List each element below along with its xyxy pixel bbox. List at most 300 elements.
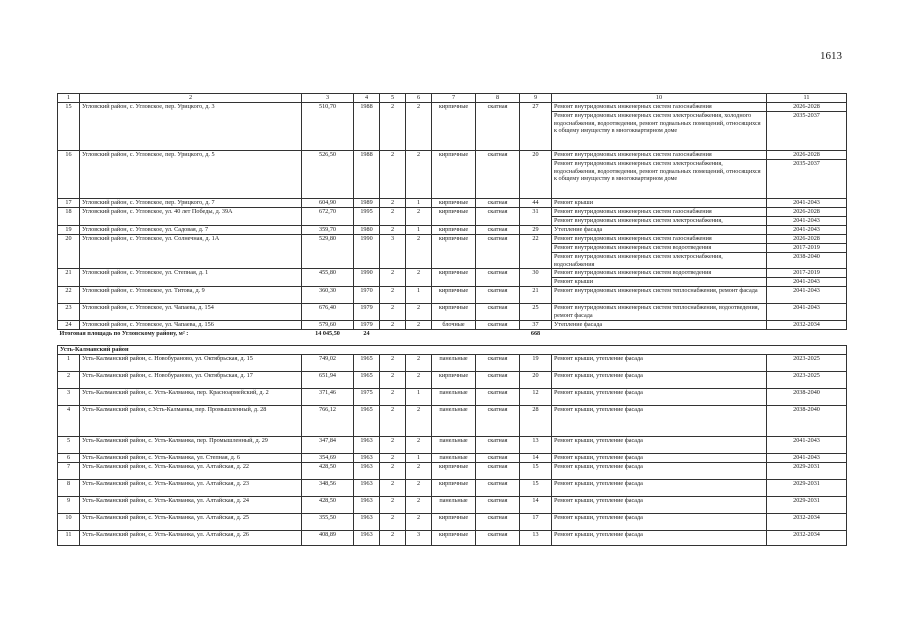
address: Усть-Калманский район, с. Новобурановo, ул. Октябрьская, д. 15 <box>80 355 302 372</box>
floors: 2 <box>380 208 406 226</box>
entrances: 1 <box>406 454 432 463</box>
floors: 2 <box>380 454 406 463</box>
roof-type: скатная <box>476 355 520 372</box>
repair-period: 2029-2031 <box>767 463 847 480</box>
repair-period <box>767 199 847 208</box>
repair-period-line: 2017-2019 <box>767 243 846 252</box>
year-built: 1965 <box>354 372 380 389</box>
flats-count: 29 <box>520 226 552 235</box>
entrances: 1 <box>406 226 432 235</box>
year-built: 1963 <box>354 463 380 480</box>
row-number: 16 <box>58 151 80 199</box>
address: Угловский район, с. Угловское, пер. Урицкого, д. 7 <box>80 199 302 208</box>
address: Усть-Калманский район, с. Усть-Калманка, ул. Алтайская, д. 26 <box>80 531 302 546</box>
entrances: 1 <box>406 389 432 406</box>
repair-work <box>552 103 767 151</box>
row-number: 8 <box>58 480 80 497</box>
entrances: 2 <box>406 480 432 497</box>
address: Усть-Калманский район, с. Усть-Калманка, ул. Алтайская, д. 24 <box>80 497 302 514</box>
address: Усть-Калманский район, с. Усть-Калманка, ул. Алтайская, д. 25 <box>80 514 302 531</box>
repair-period-line: 2041-2043 <box>793 199 820 206</box>
floors: 2 <box>380 269 406 287</box>
area: 526,50 <box>302 151 354 199</box>
row-number: 1 <box>58 355 80 372</box>
table-row <box>58 226 847 235</box>
area: 359,70 <box>302 226 354 235</box>
flats-count: 15 <box>520 463 552 480</box>
repair-work <box>552 321 767 330</box>
flats-count: 21 <box>520 287 552 304</box>
repair-work-line: Ремонт внутридомовых инженерных систем газоснабжения <box>554 151 712 158</box>
total-area: 14 045,50 <box>302 330 354 346</box>
column-number: 3 <box>302 94 354 103</box>
repair-period-line: 2017-2019 <box>793 269 820 276</box>
flats-count: 25 <box>520 304 552 321</box>
roof-type: скатная <box>476 463 520 480</box>
repair-work: Ремонт крыши, утепление фасада <box>552 389 767 406</box>
floors: 2 <box>380 287 406 304</box>
area: 510,70 <box>302 103 354 151</box>
repair-period-line: 2041-2043 <box>793 287 820 294</box>
repair-period: 2023-2025 <box>767 372 847 389</box>
repair-period: 2029-2031 <box>767 497 847 514</box>
repair-period <box>767 321 847 330</box>
roof-type: скатная <box>476 372 520 389</box>
roof-type: скатная <box>476 454 520 463</box>
wall-material: панельные <box>432 355 476 372</box>
wall-material: кирпичные <box>432 480 476 497</box>
row-number: 7 <box>58 463 80 480</box>
repair-work: Ремонт крыши, утепление фасада <box>552 372 767 389</box>
repair-work-line: Ремонт крыши <box>554 199 594 206</box>
repair-work <box>552 208 767 226</box>
row-number: 11 <box>58 531 80 546</box>
repair-period-line: 2041-2043 <box>793 304 820 311</box>
column-number: 2 <box>80 94 302 103</box>
address: Усть-Калманский район, с. Усть-Калманка, пер. Красноармейский, д. 2 <box>80 389 302 406</box>
repair-work <box>552 235 767 269</box>
year-built: 1988 <box>354 151 380 199</box>
entrances: 2 <box>406 372 432 389</box>
roof-type: скатная <box>476 304 520 321</box>
repair-period-line: 2035-2037 <box>767 159 846 198</box>
area: 651,94 <box>302 372 354 389</box>
entrances: 2 <box>406 355 432 372</box>
table-row <box>58 437 847 454</box>
wall-material: кирпичные <box>432 287 476 304</box>
total-flats: 668 <box>520 330 552 346</box>
entrances: 2 <box>406 269 432 287</box>
area: 749,02 <box>302 355 354 372</box>
repair-period <box>767 208 847 226</box>
repair-period: 2041-2043 <box>767 454 847 463</box>
floors: 2 <box>380 355 406 372</box>
flats-count: 12 <box>520 389 552 406</box>
wall-material: кирпичные <box>432 463 476 480</box>
repair-work-line: Ремонт внутридомовых инженерных систем водоотведения <box>554 269 712 276</box>
row-number: 24 <box>58 321 80 330</box>
flats-count: 19 <box>520 355 552 372</box>
total-label: Итоговая площадь по Угловскому району, м² : <box>58 330 302 346</box>
table-row <box>58 406 847 437</box>
wall-material: кирпичные <box>432 269 476 287</box>
floors: 2 <box>380 321 406 330</box>
table-row <box>58 389 847 406</box>
repair-period: 2038-2040 <box>767 406 847 437</box>
roof-type: скатная <box>476 531 520 546</box>
year-built: 1963 <box>354 514 380 531</box>
repair-period: 2038-2040 <box>767 389 847 406</box>
floors: 2 <box>380 480 406 497</box>
district-total-row <box>58 330 847 346</box>
repair-work <box>552 151 767 199</box>
area: 408,89 <box>302 531 354 546</box>
repair-work <box>552 287 767 304</box>
wall-material: кирпичные <box>432 103 476 151</box>
area: 360,30 <box>302 287 354 304</box>
wall-material: кирпичные <box>432 304 476 321</box>
year-built: 1963 <box>354 454 380 463</box>
repair-work-line: Утепление фасада <box>554 226 603 233</box>
roof-type: скатная <box>476 497 520 514</box>
row-number: 19 <box>58 226 80 235</box>
area: 428,50 <box>302 497 354 514</box>
wall-material: панельные <box>432 406 476 437</box>
column-number: 1 <box>58 94 80 103</box>
repair-work-line: Ремонт внутридомовых инженерных систем газоснабжения <box>554 103 712 110</box>
flats-count: 28 <box>520 406 552 437</box>
repair-work-line: Утепление фасада <box>554 321 603 328</box>
table-row <box>58 208 847 226</box>
repair-work: Ремонт крыши, утепление фасада <box>552 437 767 454</box>
row-number: 17 <box>58 199 80 208</box>
column-number: 7 <box>432 94 476 103</box>
table-row <box>58 454 847 463</box>
repair-period: 2032-2034 <box>767 531 847 546</box>
row-number: 10 <box>58 514 80 531</box>
repair-period: 2041-2043 <box>767 437 847 454</box>
entrances: 2 <box>406 304 432 321</box>
year-built: 1988 <box>354 103 380 151</box>
repair-work: Ремонт крыши, утепление фасада <box>552 454 767 463</box>
year-built: 1979 <box>354 304 380 321</box>
address: Угловский район, с. Угловское, пер. Урицкого, д. 3 <box>80 103 302 151</box>
flats-count: 13 <box>520 531 552 546</box>
repair-period-line: 2035-2037 <box>767 111 846 150</box>
roof-type: скатная <box>476 208 520 226</box>
row-number: 18 <box>58 208 80 226</box>
wall-material: кирпичные <box>432 151 476 199</box>
repair-work-line: Ремонт внутридомовых инженерных систем теплоснабжения, ремонт фасада <box>554 287 758 294</box>
area: 428,50 <box>302 463 354 480</box>
floors: 2 <box>380 304 406 321</box>
repair-period: 2023-2025 <box>767 355 847 372</box>
entrances: 2 <box>406 235 432 269</box>
housing-repair-table <box>57 93 847 546</box>
wall-material: блочные <box>432 321 476 330</box>
flats-count: 31 <box>520 208 552 226</box>
floors: 2 <box>380 497 406 514</box>
roof-type: скатная <box>476 406 520 437</box>
wall-material: кирпичные <box>432 372 476 389</box>
repair-period-line: 2026-2028 <box>793 208 820 215</box>
repair-work-line: Ремонт внутридомовых инженерных систем водоотведения <box>552 243 766 252</box>
flats-count: 20 <box>520 151 552 199</box>
floors: 2 <box>380 463 406 480</box>
roof-type: скатная <box>476 389 520 406</box>
district-name: Усть-Калманский район <box>58 346 847 355</box>
area: 355,50 <box>302 514 354 531</box>
table-row <box>58 199 847 208</box>
table-row <box>58 287 847 304</box>
table-row <box>58 497 847 514</box>
area: 354,69 <box>302 454 354 463</box>
address: Угловский район, с. Угловское, пер. Урицкого, д. 5 <box>80 151 302 199</box>
floors: 2 <box>380 437 406 454</box>
column-number: 4 <box>354 94 380 103</box>
entrances: 2 <box>406 321 432 330</box>
address: Усть-Калманский район, с. Усть-Калманка, ул. Степная, д. 6 <box>80 454 302 463</box>
roof-type: скатная <box>476 235 520 269</box>
area: 579,60 <box>302 321 354 330</box>
table-row <box>58 480 847 497</box>
address: Угловский район, с. Угловское, ул. Чапаева, д. 154 <box>80 304 302 321</box>
repair-period <box>767 235 847 269</box>
wall-material: панельные <box>432 389 476 406</box>
row-number: 2 <box>58 372 80 389</box>
row-number: 23 <box>58 304 80 321</box>
year-built: 1989 <box>354 199 380 208</box>
repair-period-line: 2026-2028 <box>793 235 820 242</box>
flats-count: 14 <box>520 497 552 514</box>
column-number-row <box>58 94 847 103</box>
year-built: 1979 <box>354 321 380 330</box>
address: Угловский район, с. Угловское, ул. Чапаева, д. 156 <box>80 321 302 330</box>
roof-type: скатная <box>476 321 520 330</box>
repair-period-line: 2038-2040 <box>767 252 846 268</box>
area: 371,46 <box>302 389 354 406</box>
roof-type: скатная <box>476 480 520 497</box>
row-number: 4 <box>58 406 80 437</box>
flats-count: 15 <box>520 480 552 497</box>
address: Усть-Калманский район, с. Усть-Калманка, ул. Алтайская, д. 22 <box>80 463 302 480</box>
column-number: 6 <box>406 94 432 103</box>
floors: 2 <box>380 531 406 546</box>
repair-work <box>552 304 767 321</box>
year-built: 1970 <box>354 287 380 304</box>
year-built: 1980 <box>354 226 380 235</box>
floors: 2 <box>380 199 406 208</box>
repair-work: Ремонт крыши, утепление фасада <box>552 463 767 480</box>
year-built: 1963 <box>354 531 380 546</box>
floors: 2 <box>380 389 406 406</box>
wall-material: панельные <box>432 454 476 463</box>
column-number: 9 <box>520 94 552 103</box>
address: Угловский район, с. Угловское, ул. Степная, д. 1 <box>80 269 302 287</box>
area: 347,84 <box>302 437 354 454</box>
wall-material: панельные <box>432 497 476 514</box>
area: 455,80 <box>302 269 354 287</box>
repair-work-line: Ремонт внутридомовых инженерных систем электроснабжения, холодного водоснабжения, водоотведения, ремонт подвальных помещений, относящихся к общему имуществу в многоквартирном доме <box>552 111 766 150</box>
repair-period <box>767 226 847 235</box>
column-number: 10 <box>552 94 767 103</box>
area: 766,12 <box>302 406 354 437</box>
roof-type: скатная <box>476 151 520 199</box>
entrances: 2 <box>406 437 432 454</box>
entrances: 2 <box>406 151 432 199</box>
column-number: 8 <box>476 94 520 103</box>
entrances: 2 <box>406 208 432 226</box>
area: 604,90 <box>302 199 354 208</box>
entrances: 2 <box>406 514 432 531</box>
row-number: 5 <box>58 437 80 454</box>
year-built: 1963 <box>354 480 380 497</box>
wall-material: кирпичные <box>432 531 476 546</box>
repair-work: Ремонт крыши, утепление фасада <box>552 480 767 497</box>
table-row <box>58 151 847 199</box>
table-row <box>58 463 847 480</box>
repair-work-line: Ремонт внутридомовых инженерных систем электроснабжения, водоснабжения <box>552 252 766 268</box>
year-built: 1965 <box>354 406 380 437</box>
repair-work <box>552 199 767 208</box>
table-row <box>58 355 847 372</box>
flats-count: 22 <box>520 235 552 269</box>
floors: 2 <box>380 226 406 235</box>
floors: 2 <box>380 406 406 437</box>
address: Угловский район, с. Угловское, ул. Солнечная, д. 1А <box>80 235 302 269</box>
floors: 2 <box>380 151 406 199</box>
table-row <box>58 269 847 287</box>
floors: 3 <box>380 235 406 269</box>
address: Усть-Калманский район, с. Усть-Калманка, ул. Алтайская, д. 23 <box>80 480 302 497</box>
roof-type: скатная <box>476 287 520 304</box>
repair-period: 2032-2034 <box>767 514 847 531</box>
row-number: 22 <box>58 287 80 304</box>
repair-period-line: 2041-2043 <box>767 216 846 225</box>
wall-material: кирпичные <box>432 199 476 208</box>
address: Угловский район, с. Угловское, ул. 40 лет Победы, д. 39А <box>80 208 302 226</box>
repair-work-line: Ремонт внутридомовых инженерных систем электроснабжения, водоснабжения, водоотведения, ремонт подвальных помещений, относящихся к общему имуществу в многоквартирном доме <box>552 159 766 198</box>
roof-type: скатная <box>476 199 520 208</box>
wall-material: кирпичные <box>432 226 476 235</box>
repair-work: Ремонт крыши, утепление фасада <box>552 514 767 531</box>
entrances: 2 <box>406 463 432 480</box>
row-number: 6 <box>58 454 80 463</box>
address: Усть-Калманский район, с.Усть-Калманка, пер. Промышленный, д. 28 <box>80 406 302 437</box>
flats-count: 14 <box>520 454 552 463</box>
repair-work-line: Ремонт внутридомовых инженерных систем газоснабжения <box>554 235 712 242</box>
repair-period <box>767 103 847 151</box>
floors: 2 <box>380 514 406 531</box>
row-number: 3 <box>58 389 80 406</box>
table-row <box>58 103 847 151</box>
address: Усть-Калманский район, с. Усть-Калманка, пер. Промышленный, д. 29 <box>80 437 302 454</box>
flats-count: 20 <box>520 372 552 389</box>
year-built: 1965 <box>354 355 380 372</box>
row-number: 20 <box>58 235 80 269</box>
roof-type: скатная <box>476 103 520 151</box>
table-row <box>58 531 847 546</box>
area: 348,56 <box>302 480 354 497</box>
total-houses: 24 <box>354 330 380 346</box>
wall-material: панельные <box>432 437 476 454</box>
year-built: 1963 <box>354 437 380 454</box>
wall-material: кирпичные <box>432 208 476 226</box>
repair-work: Ремонт крыши, утепление фасада <box>552 497 767 514</box>
address: Угловский район, с. Угловское, ул. Садовая, д. 7 <box>80 226 302 235</box>
roof-type: скатная <box>476 226 520 235</box>
table-row <box>58 304 847 321</box>
table-row <box>58 514 847 531</box>
table-row <box>58 321 847 330</box>
flats-count: 17 <box>520 514 552 531</box>
column-number: 5 <box>380 94 406 103</box>
year-built: 1990 <box>354 235 380 269</box>
flats-count: 30 <box>520 269 552 287</box>
table-row <box>58 235 847 269</box>
address: Угловский район, с. Угловское, ул. Титова, д. 9 <box>80 287 302 304</box>
floors: 2 <box>380 372 406 389</box>
repair-period <box>767 304 847 321</box>
area: 672,70 <box>302 208 354 226</box>
repair-period-line: 2032-2034 <box>793 321 820 328</box>
flats-count: 44 <box>520 199 552 208</box>
flats-count: 13 <box>520 437 552 454</box>
table-row <box>58 372 847 389</box>
row-number: 9 <box>58 497 80 514</box>
repair-work: Ремонт крыши, утепление фасада <box>552 406 767 437</box>
entrances: 2 <box>406 406 432 437</box>
repair-period <box>767 269 847 287</box>
flats-count: 37 <box>520 321 552 330</box>
wall-material: кирпичные <box>432 514 476 531</box>
roof-type: скатная <box>476 437 520 454</box>
district-header-row <box>58 346 847 355</box>
entrances: 2 <box>406 497 432 514</box>
floors: 2 <box>380 103 406 151</box>
entrances: 1 <box>406 287 432 304</box>
repair-period-line: 2026-2028 <box>793 151 820 158</box>
repair-period-line: 2041-2043 <box>767 277 846 286</box>
address: Усть-Калманский район, с. Новобураново, ул. Октябрьская, д. 17 <box>80 372 302 389</box>
roof-type: скатная <box>476 514 520 531</box>
repair-period <box>767 287 847 304</box>
repair-work-line: Ремонт внутридомовых инженерных систем теплоснабжения, водоотведения, ремонт фасада <box>554 304 760 319</box>
year-built: 1995 <box>354 208 380 226</box>
repair-work <box>552 269 767 287</box>
area: 676,40 <box>302 304 354 321</box>
repair-work-line: Ремонт крыши <box>552 277 766 286</box>
repair-work <box>552 226 767 235</box>
repair-work-line: Ремонт внутридомовых инженерных систем газоснабжения <box>554 208 712 215</box>
entrances: 3 <box>406 531 432 546</box>
year-built: 1963 <box>354 497 380 514</box>
flats-count: 27 <box>520 103 552 151</box>
repair-work: Ремонт крыши, утепление фасада <box>552 531 767 546</box>
repair-period: 2029-2031 <box>767 480 847 497</box>
page-number: 1613 <box>820 50 842 62</box>
entrances: 1 <box>406 199 432 208</box>
row-number: 21 <box>58 269 80 287</box>
repair-period-line: 2041-2043 <box>793 226 820 233</box>
repair-period <box>767 151 847 199</box>
area: 529,80 <box>302 235 354 269</box>
column-number: 11 <box>767 94 847 103</box>
repair-work-line: Ремонт внутридомовых инженерных систем электроснабжения, <box>552 216 766 225</box>
row-number: 15 <box>58 103 80 151</box>
repair-period-line: 2026-2028 <box>793 103 820 110</box>
wall-material: кирпичные <box>432 235 476 269</box>
